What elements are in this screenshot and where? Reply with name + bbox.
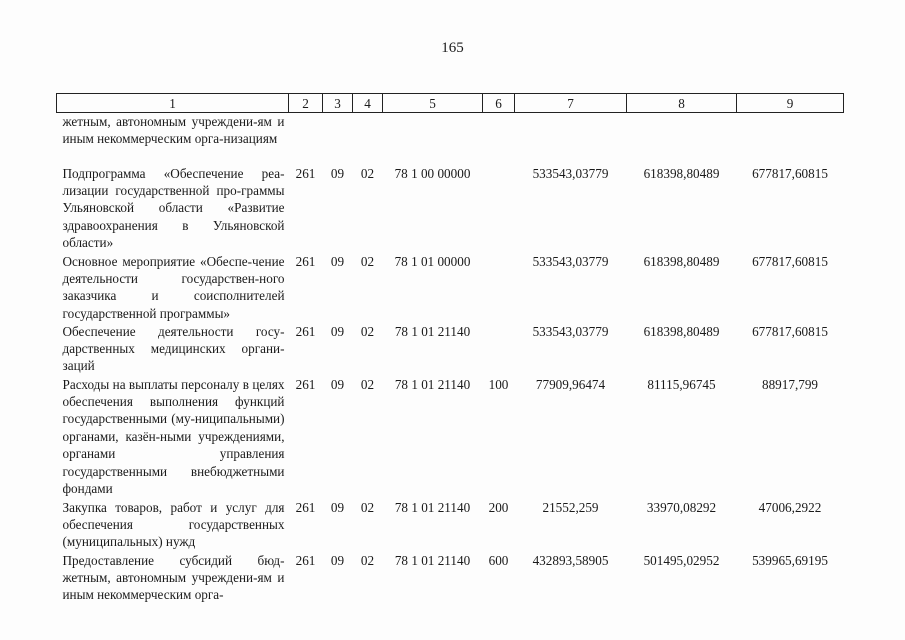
budget-table: [56, 93, 844, 604]
table-row: [57, 323, 844, 376]
row-section-code: 09: [330, 552, 345, 568]
row-section-code: 09: [330, 499, 345, 515]
row-kind-code: [483, 113, 515, 165]
row-amount-year1: 432893,58905: [532, 552, 609, 568]
column-header: 1: [57, 94, 289, 113]
row-amount-year3: 677817,60815: [752, 323, 828, 339]
row-admin-code: 261: [295, 376, 316, 392]
row-subsection-code: 02: [360, 376, 375, 392]
column-header: 3: [323, 94, 353, 113]
row-section-code: [323, 113, 353, 165]
row-target-code: 78 1 01 21140: [394, 552, 471, 568]
row-amount-year1: 533543,03779: [532, 165, 609, 181]
table-header-row: [57, 94, 844, 113]
row-kind-code: 200: [488, 499, 509, 515]
row-section-code: 09: [330, 376, 345, 392]
row-amount-year1: 533543,03779: [532, 253, 609, 269]
row-amount-year1: 21552,259: [542, 499, 599, 515]
row-subsection-code: 02: [360, 499, 375, 515]
table-row: [57, 376, 844, 499]
row-amount-year3: 47006,2922: [758, 499, 822, 515]
column-header: 4: [353, 94, 383, 113]
row-amount-year2: 618398,80489: [643, 253, 720, 269]
table-row: [57, 253, 844, 323]
row-name: жетным, автономным учреждени-ям и иным некоммерческим орга-низациям: [62, 114, 285, 147]
row-admin-code: 261: [295, 253, 316, 269]
row-name: Предоставление субсидий бюд-жетным, автономным учреждени-ям и иным некоммерческим орга-: [62, 552, 285, 603]
row-target-code: 78 1 01 21140: [394, 323, 471, 339]
row-name: Закупка товаров, работ и услуг для обеспечения государственных (муниципальных) нужд: [62, 499, 285, 550]
column-header: 5: [383, 94, 483, 113]
row-admin-code: 261: [295, 499, 316, 515]
table-row: [57, 499, 844, 552]
row-amount-year2: 81115,96745: [647, 376, 716, 392]
row-amount-year2: 33970,08292: [646, 499, 717, 515]
row-admin-code: [289, 113, 323, 165]
row-target-code: 78 1 00 00000: [394, 165, 471, 181]
row-target-code: [383, 113, 483, 165]
page-number: 165: [441, 40, 464, 56]
row-admin-code: 261: [295, 165, 316, 181]
row-kind-code: [483, 323, 515, 376]
row-amount-year2: 501495,02952: [643, 552, 720, 568]
row-amount-year1: 533543,03779: [532, 323, 609, 339]
row-name: Подпрограмма «Обеспечение реа-лизации государственной про-граммы Ульяновской области «Развитие здравоохранения в Ульяновской области»: [62, 165, 285, 251]
table-row: [57, 113, 844, 165]
row-amount-year1: [515, 113, 627, 165]
row-kind-code: 600: [488, 552, 509, 568]
row-amount-year3: [737, 113, 844, 165]
row-amount-year1: 77909,96474: [535, 376, 606, 392]
row-amount-year3: 88917,799: [761, 376, 819, 392]
row-amount-year2: 618398,80489: [643, 165, 720, 181]
row-subsection-code: 02: [360, 253, 375, 269]
row-kind-code: [483, 253, 515, 323]
row-name: Обеспечение деятельности госу-дарственных медицинских органи-заций: [62, 323, 285, 374]
column-header: 6: [483, 94, 515, 113]
row-subsection-code: 02: [360, 165, 375, 181]
row-amount-year3: 677817,60815: [752, 165, 828, 181]
row-amount-year3: 539965,69195: [752, 552, 828, 568]
row-target-code: 78 1 01 00000: [394, 253, 471, 269]
row-amount-year3: 677817,60815: [752, 253, 828, 269]
row-admin-code: 261: [295, 323, 316, 339]
table-row: [57, 552, 844, 604]
row-name: Расходы на выплаты персоналу в целях обеспечения выполнения функций государственными (му-ниципальными) органами, казён-ными учреждениями, органами управления государственными внебюджетными фондами: [62, 376, 285, 496]
row-subsection-code: 02: [360, 552, 375, 568]
row-section-code: 09: [330, 323, 345, 339]
column-header: 8: [627, 94, 737, 113]
row-kind-code: 100: [488, 376, 509, 392]
row-admin-code: 261: [295, 552, 316, 568]
column-header: 9: [737, 94, 844, 113]
row-amount-year2: 618398,80489: [643, 323, 720, 339]
table-row: [57, 165, 844, 253]
column-header: 7: [515, 94, 627, 113]
row-section-code: 09: [330, 165, 345, 181]
row-target-code: 78 1 01 21140: [394, 499, 471, 515]
row-subsection-code: [353, 113, 383, 165]
row-name: Основное мероприятие «Обеспе-чение деятельности государствен-ного заказчика и соисполнителей государственной программы»: [62, 253, 285, 321]
row-amount-year2: [627, 113, 737, 165]
row-subsection-code: 02: [360, 323, 375, 339]
row-section-code: 09: [330, 253, 345, 269]
column-header: 2: [289, 94, 323, 113]
row-kind-code: [483, 165, 515, 253]
row-target-code: 78 1 01 21140: [394, 376, 471, 392]
